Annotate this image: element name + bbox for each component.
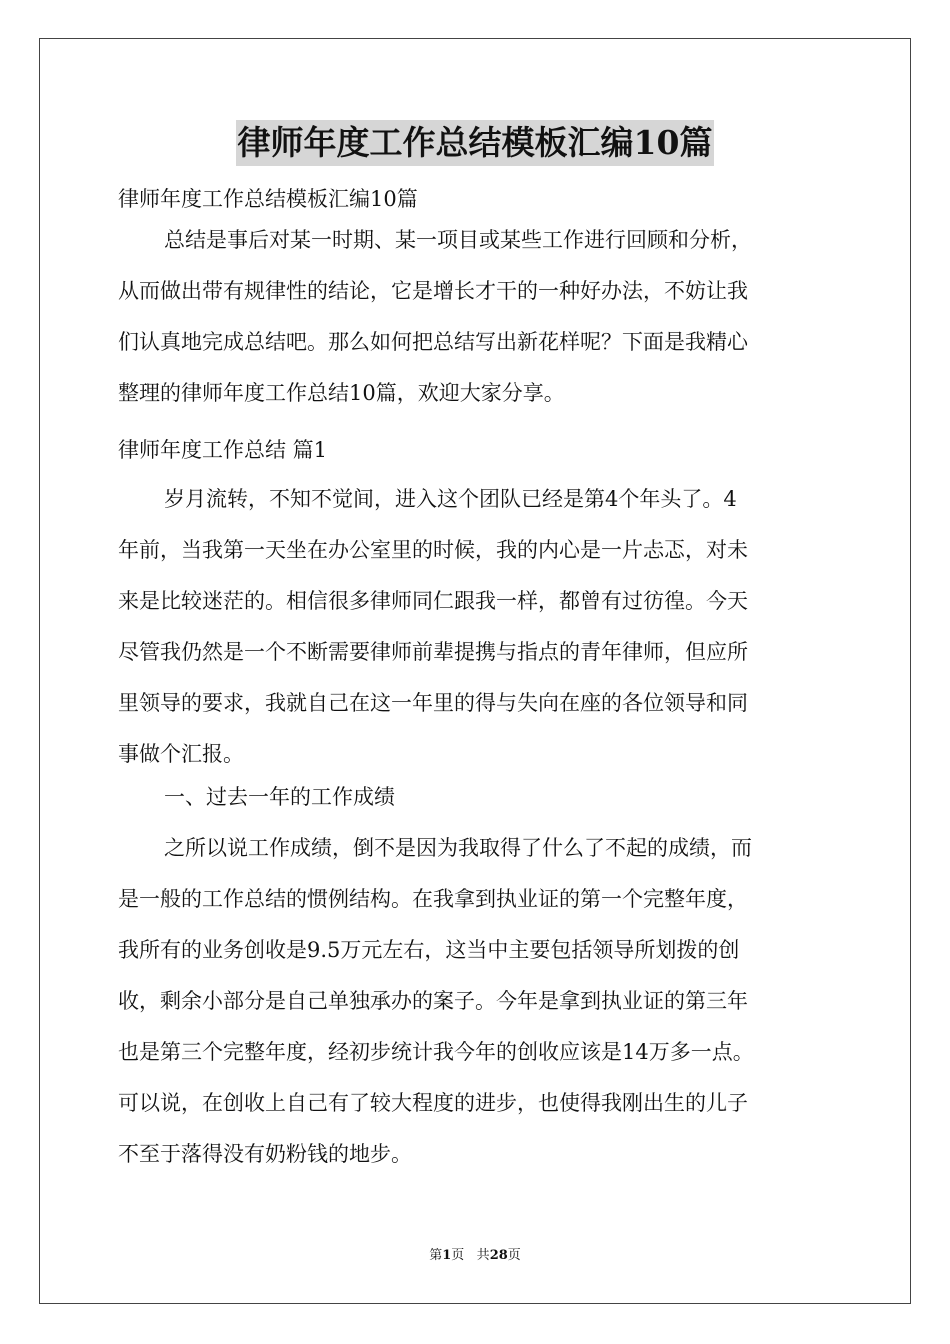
body-line: 里领导的要求，我就自己在这一年里的得与失向在座的各位领导和同 xyxy=(118,691,748,715)
total-suffix: 页 xyxy=(507,1248,521,1263)
page-prefix: 第 xyxy=(429,1248,443,1263)
intro-line: 总结是事后对某一时期、某一项目或某些工作进行回顾和分析， xyxy=(164,228,752,252)
body-line: 不至于落得没有奶粉钱的地步。 xyxy=(118,1142,412,1166)
intro-line: 整理的律师年度工作总结10篇，欢迎大家分享。 xyxy=(118,381,565,405)
title-container xyxy=(0,120,950,166)
subheading-block xyxy=(118,772,838,823)
total-pages: 28 xyxy=(489,1248,508,1263)
intro-paragraph xyxy=(118,215,838,419)
body-line: 岁月流转，不知不觉间，进入这个团队已经是第4个年头了。4 xyxy=(164,487,737,511)
body-line: 是一般的工作总结的惯例结构。在我拿到执业证的第一个完整年度， xyxy=(118,887,748,911)
document-subtitle: 律师年度工作总结模板汇编10篇 xyxy=(118,187,418,211)
body-paragraph-1 xyxy=(118,474,838,780)
body-line: 我所有的业务创收是9.5万元左右，这当中主要包括领导所划拨的创 xyxy=(118,938,740,962)
page-suffix: 页 xyxy=(451,1248,465,1263)
body-line: 可以说，在创收上自己有了较大程度的进步，也使得我刚出生的儿子 xyxy=(118,1091,748,1115)
body-line: 收，剩余小部分是自己单独承办的案子。今年是拿到执业证的第三年 xyxy=(118,989,748,1013)
subheading-1: 一、过去一年的工作成绩 xyxy=(164,785,395,809)
body-line: 尽管我仍然是一个不断需要律师前辈提携与指点的青年律师，但应所 xyxy=(118,640,748,664)
section-heading: 律师年度工作总结 篇1 xyxy=(118,438,328,462)
body-line: 也是第三个完整年度，经初步统计我今年的创收应该是14万多一点。 xyxy=(118,1040,754,1064)
body-line: 年前，当我第一天坐在办公室里的时候，我的内心是一片忐忑，对未 xyxy=(118,538,748,562)
total-prefix: 共 xyxy=(476,1248,490,1263)
document-title: 律师年度工作总结模板汇编10篇 xyxy=(236,120,715,166)
body-paragraph-2 xyxy=(118,823,838,1180)
intro-line: 从而做出带有规律性的结论，它是增长才干的一种好办法，不妨让我 xyxy=(118,279,748,303)
body-line: 之所以说工作成绩，倒不是因为我取得了什么了不起的成绩，而 xyxy=(164,836,752,860)
page-number: 1 xyxy=(442,1248,452,1263)
intro-line: 们认真地完成总结吧。那么如何把总结写出新花样呢？下面是我精心 xyxy=(118,330,748,354)
body-line: 来是比较迷茫的。相信很多律师同仁跟我一样，都曾有过彷徨。今天 xyxy=(118,589,748,613)
body-line: 事做个汇报。 xyxy=(118,742,244,766)
page-footer xyxy=(0,1246,950,1266)
